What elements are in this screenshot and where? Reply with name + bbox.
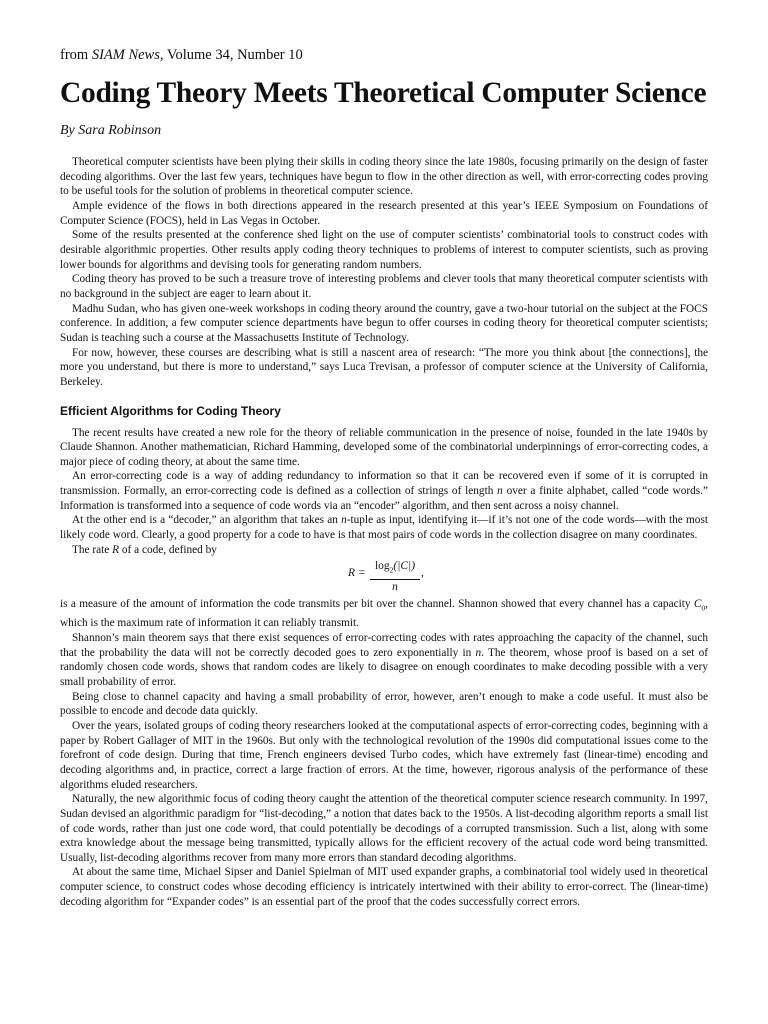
section-paragraph-6 <box>60 631 708 690</box>
formula-numerator <box>370 559 420 579</box>
section-paragraph-7: Being close to channel capacity and having a small probability of error, however, aren’t enough to make a code useful. It must also be possible to encode and decode data quickly. <box>60 690 708 718</box>
subscript: 0 <box>701 603 706 613</box>
text-run: At the other end is a “decoder,” an algorithm that takes an <box>72 514 342 527</box>
article-title: Coding Theory Meets Theoretical Computer Science <box>60 77 707 109</box>
source-prefix: from <box>60 47 92 63</box>
section-paragraph-5 <box>60 597 708 631</box>
formula-comma: , <box>421 567 424 580</box>
formula-denominator: n <box>392 580 398 593</box>
intro-paragraph-2: Ample evidence of the flows in both directions appeared in the research presented at this year’s IEEE Symposium on Foundations of Computer Science (FOCS), held in Las Vegas in October. <box>60 199 708 227</box>
text-run: An error-correcting code is a way of adding redundancy to information so that it can be recovered even if some of it is corrupted in transmission. Formally, an error-correcting code is defined as a collection of strings of length <box>60 470 708 498</box>
section-paragraph-3 <box>60 513 708 542</box>
formula-log-base: 2 <box>389 565 394 575</box>
text-run: The rate <box>72 543 113 556</box>
section-paragraph-10: At about the same time, Michael Sipser and Daniel Spielman of MIT used expander graphs, a combinatorial tool widely used in theoretical computer science, to construct codes whose decoding efficiency is intricately intertwined with their ability to error-correct. The (linear-time) decoding algorithm for “Expander codes” is an essential part of the proof that the codes successfully correct errors. <box>60 866 708 908</box>
article-byline: By Sara Robinson <box>60 123 162 138</box>
intro-paragraph-3: Some of the results presented at the conference shed light on the use of computer scientists’ combinatorial tools to construct codes with desirable algorithmic properties. Other results apply coding theory techniques to problems of interest to computer scientists, such as proving lower bounds for algorithms and devising tools for generating random numbers. <box>60 229 708 271</box>
text-run: , which is the maximum rate of information it can reliably transmit. <box>60 598 708 630</box>
section-paragraph-1: The recent results have created a new role for the theory of reliable communication in the presence of noise, founded in the late 1940s by Claude Shannon. Another mathematician, Richard Hamming, developed some of the combinatorial underpinnings of error-correcting codes, a major piece of coding theory, at about the same time. <box>60 426 708 468</box>
formula-argument: (|C|) <box>393 560 416 573</box>
italic-variable: n <box>475 646 482 659</box>
intro-paragraph-1: Theoretical computer scientists have been plying their skills in coding theory since the late 1980s, focusing primarily on the design of faster decoding algorithms. Over the last few years, techniques have begun to flow in the other direction as well, with error-correcting codes proving to be useful tools for the solution of problems in theoretical computer science. <box>60 156 708 198</box>
text-run: Shannon’s main theorem says that there exist sequences of error-correcting codes with rates approaching the capacity of the channel, such that the probability the data will not be correctly decoded goes to zero exponentially in <box>60 631 708 659</box>
section-paragraph-8: Over the years, isolated groups of coding theory researchers looked at the computational aspects of error-correcting codes, beginning with a paper by Robert Gallager of MIT in the 1960s. But only with the technological revolution of the 1990s did computational issues come to the forefront of code design. During that time, French engineers devised Turbo codes, which have extremely fast (linear-time) encoding and decoding algorithms and, in practice, correct a large fraction of errors. At the time, however, rigorous analysis of the performance of these algorithms eluded researchers. <box>60 719 708 791</box>
source-publication: SIAM News <box>91 47 160 63</box>
italic-variable: R <box>112 543 120 556</box>
section-heading: Efficient Algorithms for Coding Theory <box>60 403 281 418</box>
section-paragraph-9: Naturally, the new algorithmic focus of coding theory caught the attention of the theoretical computer science research community. In 1997, Sudan devised an algorithmic paradigm for “list-decoding,” a notion that dates back to the 1950s. A list-decoding algorithm reports a small list of code words, rather than just one code word, that could potentially be decodings of a corrupted transmission. Such a list, along with some extra knowledge about the message being transmitted, typically allows for the efficient recovery of the actual code word being transmitted. Usually, list-decoding algorithms recover from many more errors than standard decoding algorithms. <box>60 793 708 864</box>
source-volume: , Volume 34, Number 10 <box>159 47 303 63</box>
text-run: over a finite alphabet, called “code words.” Information is transformed into a sequence of code words via an “encoder” algorithm, and then sent across a noisy channel. <box>60 485 709 512</box>
italic-variable: n <box>497 485 503 498</box>
text-run: -tuple as input, identifying it—if it’s not one of the code words—with the most likely code word. Clearly, a good property for a code to have is that most pairs of code words in the collection disagree on many coordinates. <box>60 514 708 542</box>
text-run: . The theorem, whose proof is based on a set of randomly chosen code words, shows that random codes are likely to disagree on enough coordinates to make decoding possible with a very small probability of error. <box>60 646 709 688</box>
intro-paragraph-4: Coding theory has proved to be such a treasure trove of interesting problems and clever tools that many theoretical computer scientists with no background in the subject are eager to learn about it. <box>60 273 708 300</box>
formula-lhs: R = <box>348 567 366 580</box>
text-run: is a measure of the amount of information the code transmits per bit over the channel. Shannon showed that every channel has a capacity <box>60 598 694 611</box>
formula-log: log <box>374 560 390 573</box>
intro-paragraph-5: Madhu Sudan, who has given one-week workshops in coding theory around the country, gave a two-hour tutorial on the subject at the FOCS conference. In addition, a few computer science departments have begun to offer courses in coding theory for theoretical computer scientists; Sudan is teaching such a course at the Massachusetts Institute of Technology. <box>60 302 708 344</box>
intro-paragraph-6: For now, however, these courses are describing what is still a nascent area of research: “The more you think about [the connections], the more you understand, but there is more to understand,” says Luca Trevisan, a professor of computer science at the University of California, Berkeley. <box>60 346 708 388</box>
formula-fraction <box>370 559 420 594</box>
italic-variable: n <box>341 514 347 527</box>
rate-formula <box>60 559 708 593</box>
source-line <box>60 46 708 64</box>
italic-variable: C <box>693 598 702 611</box>
section-paragraph-2 <box>60 469 708 513</box>
text-run: of a code, defined by <box>119 543 217 556</box>
section-paragraph-4 <box>60 543 708 558</box>
